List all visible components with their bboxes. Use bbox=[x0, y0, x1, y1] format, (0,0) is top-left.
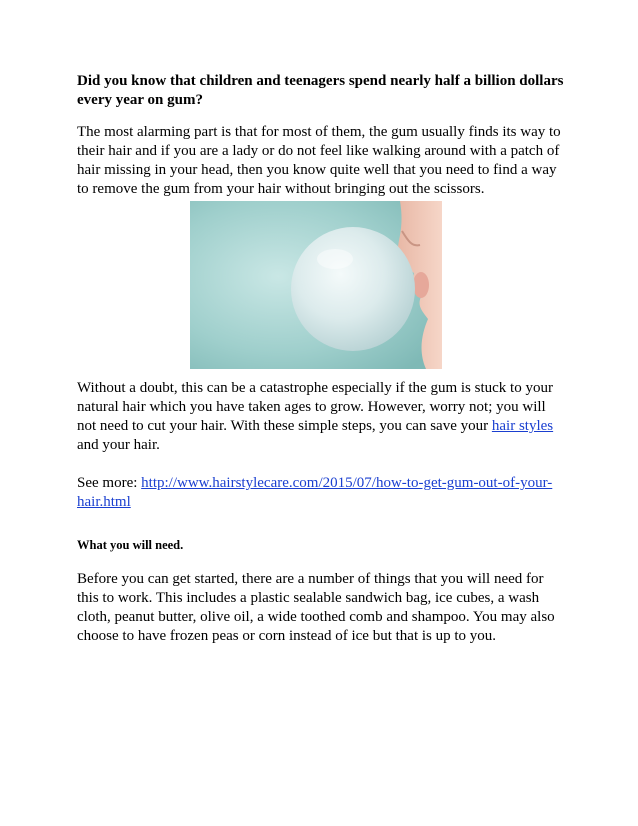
paragraph-doubt-end: and your hair. bbox=[77, 437, 160, 453]
hair-styles-link[interactable]: hair styles bbox=[491, 418, 554, 434]
paragraph-needs: Before you can get started, there are a number of things that you will need for this to work. This includes a plastic sealable sandwich bag, ice cubes, a wash cloth, peanut butter, olive oil, a wide toothed comb and shampoo. You may also choose to have frozen peas or corn instead of ice but that is up to you. bbox=[77, 571, 555, 644]
see-more bbox=[77, 474, 567, 512]
see-more-link[interactable]: http://www.hairstylecare.com/2015/07/how-to-get-gum-out-of-your-hair.html bbox=[77, 475, 553, 510]
paragraph-doubt-text: Without a doubt, this can be a catastrophe especially if the gum is stuck to your natural hair which you have taken ages to grow. However, worry not; you will not need to cut your hair. With these simple steps, you can save your bbox=[77, 380, 553, 434]
paragraph-intro: The most alarming part is that for most of them, the gum usually finds its way to their hair and if you are a lady or do not feel like walking around with a patch of hair missing in your head, then you know quite well that you need to find a way to remove the gum from your hair without bringing out the scissors. bbox=[77, 124, 561, 197]
bubble-gum-image bbox=[190, 201, 442, 369]
intro-heading: Did you know that children and teenagers spend nearly half a billion dollars every year on gum? bbox=[77, 73, 564, 108]
gum-bubble bbox=[291, 227, 415, 351]
see-more-label: See more: bbox=[77, 475, 142, 491]
section-heading: What you will need. bbox=[77, 538, 184, 552]
paragraph-doubt bbox=[77, 379, 567, 455]
document-page bbox=[77, 72, 567, 646]
